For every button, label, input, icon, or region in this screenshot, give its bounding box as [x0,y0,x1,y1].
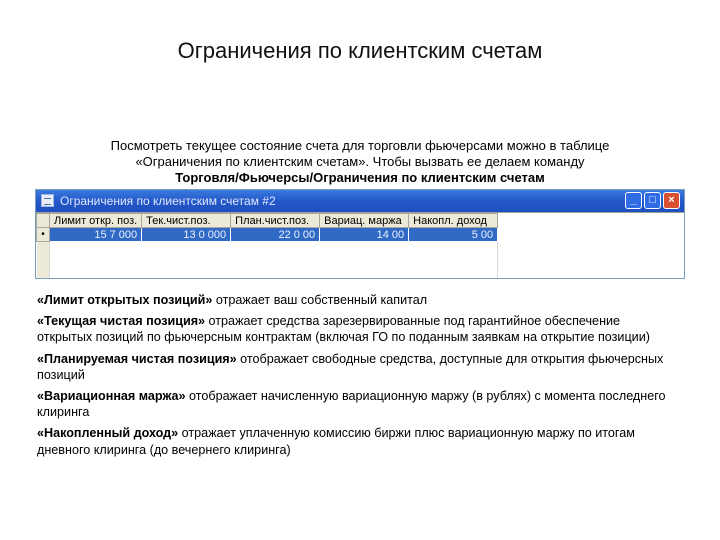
description-item [37,292,677,308]
description-text: отражает ваш собственный капитал [212,293,428,307]
empty-grid-space [50,242,498,279]
field-descriptions [37,292,677,463]
cell-accrued-income[interactable]: 5 00 [409,228,498,242]
description-item [37,388,677,420]
grid-corner [37,214,50,228]
table-row[interactable] [37,228,498,242]
intro-text [60,138,660,186]
cell-planned-net[interactable]: 22 0 00 [231,228,320,242]
table-icon [41,194,54,207]
row-header-filler [37,242,50,279]
description-term: «Текущая чистая позиция» [37,314,206,329]
page-title: Ограничения по клиентским счетам [177,38,543,63]
maximize-button[interactable]: □ [644,192,661,209]
limits-table [36,213,498,278]
minimize-button[interactable]: _ [625,192,642,209]
description-text: отображает начисленную вариационную маржу (в рублях) с момента последнего клиринга [37,389,666,420]
window-title: Ограничения по клиентским счетам #2 [60,194,276,208]
menu-command-path: Торговля/Фьючерсы/Ограничения по клиентским счетам [175,170,545,185]
description-term: «Лимит открытых позиций» [37,293,213,307]
description-text: отражает средства зарезервированные под гарантийное обеспечение открытых позиций по фьючерсным контрактам (включая ГО по поданным заявкам на открытие позиции) [37,314,650,345]
column-header-variation-margin[interactable]: Вариац. маржа [320,214,409,228]
cell-variation-margin[interactable]: 14 00 [320,228,409,242]
column-header-current-net[interactable]: Тек.чист.поз. [142,214,231,228]
table-row-empty [37,242,498,279]
row-marker[interactable]: • [37,228,50,242]
column-header-limit[interactable]: Лимит откр. поз. [50,214,142,228]
limits-grid-area[interactable] [36,212,684,278]
intro-line-2: «Ограничения по клиентским счетам». Чтобы вызвать ее делаем команду [135,154,585,169]
description-term: «Планируемая чистая позиция» [37,351,237,366]
description-text: отражает уплаченную комиссию биржи плюс вариационную маржу по итогам дневного клиринга (до вечернего клиринга) [37,426,635,457]
cell-current-net[interactable]: 13 0 000 [142,228,231,242]
window-titlebar[interactable] [36,190,684,212]
close-button[interactable]: × [663,192,680,209]
column-header-planned-net[interactable]: План.чист.поз. [231,214,320,228]
description-text: отображает свободные средства, доступные для открытия фьючерсных позиций [37,351,664,382]
window-controls [625,192,680,209]
limits-window[interactable] [35,189,685,279]
table-header-row [37,214,498,228]
description-item [37,425,677,457]
description-item [37,351,677,383]
description-item [37,313,677,345]
column-header-accrued-income[interactable]: Накопл. доход [409,214,498,228]
description-term: «Накопленный доход» [37,426,179,441]
intro-line-1: Посмотреть текущее состояние счета для торговли фьючерсами можно в таблице [110,138,610,153]
description-term: «Вариационная маржа» [37,389,186,404]
cell-limit[interactable]: 15 7 000 [50,228,142,242]
